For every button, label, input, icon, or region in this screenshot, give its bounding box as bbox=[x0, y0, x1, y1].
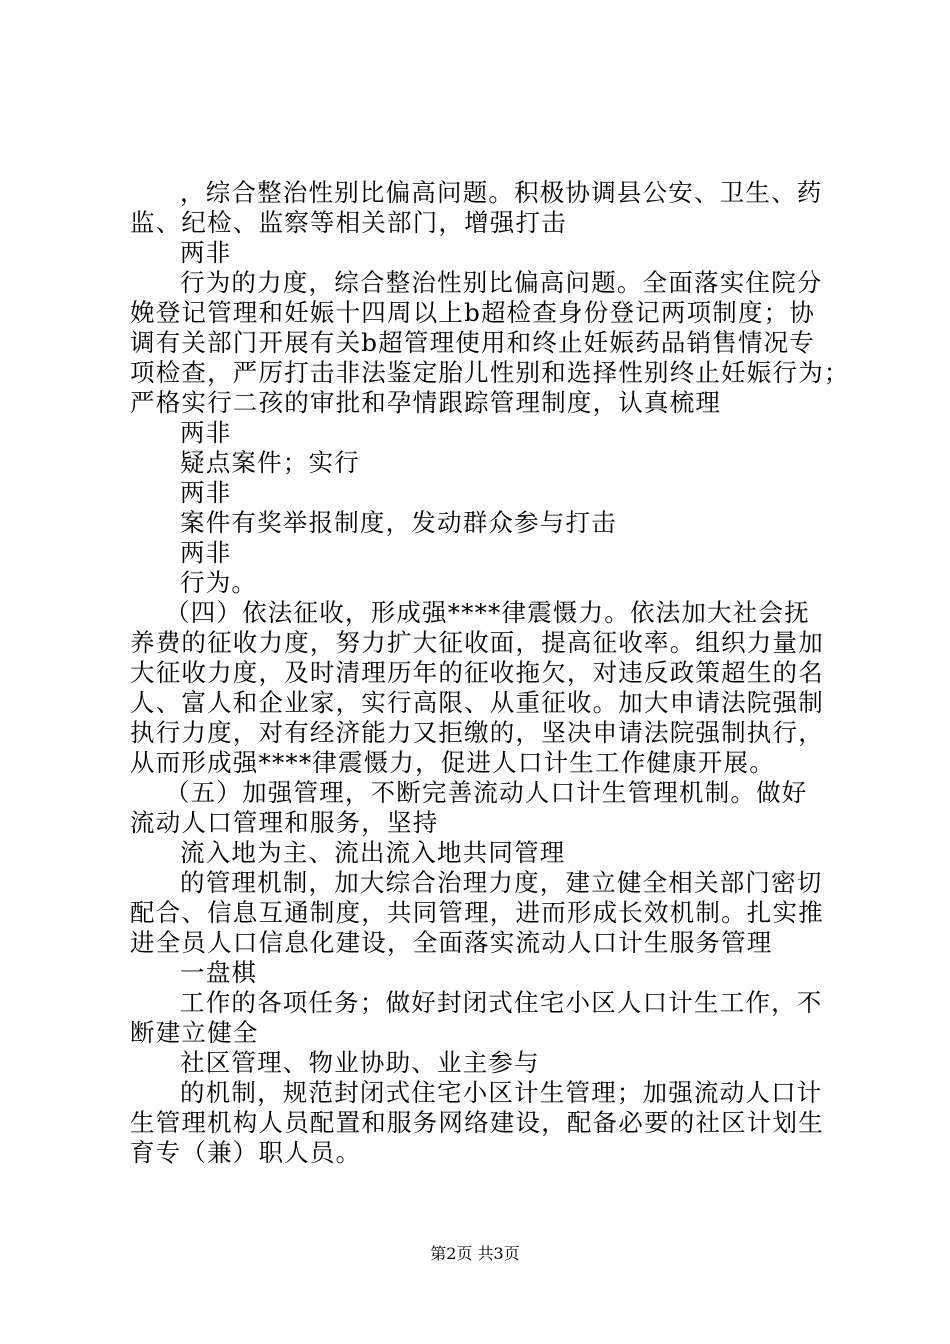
text-line: 流动人口管理和服务，坚持 bbox=[130, 808, 439, 837]
text-line: 严格实行二孩的审批和孕情跟踪管理制度，认真梳理 bbox=[130, 388, 722, 417]
page-number-footer: 第2页 共3页 bbox=[430, 1244, 520, 1263]
text-line: 两非 bbox=[180, 418, 232, 447]
text-line: （四）依法征收，形成强****律震慑力。依法加大社会抚 bbox=[165, 598, 810, 627]
text-line: 行为。 bbox=[180, 568, 258, 597]
text-line: 项检查，严厉打击非法鉴定胎儿性别和选择性别终止妊娠行为； bbox=[130, 358, 850, 387]
text-line: 工作的各项任务；做好封闭式住宅小区人口计生工作，不 bbox=[180, 988, 823, 1017]
text-line: 行为的力度，综合整治性别比偏高问题。全面落实住院分 bbox=[180, 268, 823, 297]
text-line: 流入地为主、流出流入地共同管理 bbox=[180, 838, 566, 867]
text-line: 疑点案件；实行 bbox=[180, 448, 360, 477]
text-line: 的管理机制，加大综合治理力度，建立健全相关部门密切 bbox=[180, 868, 823, 897]
text-line: （五）加强管理，不断完善流动人口计生管理机制。做好 bbox=[165, 778, 808, 807]
text-line: 社区管理、物业协助、业主参与 bbox=[180, 1048, 540, 1077]
text-line: 断建立健全 bbox=[130, 1018, 259, 1047]
text-line: 从而形成强****律震慑力，促进人口计生工作健康开展。 bbox=[130, 748, 775, 777]
text-line: 养费的征收力度，努力扩大征收面，提高征收率。组织力量加 bbox=[130, 628, 824, 657]
text-line: 配合、信息互通制度，共同管理，进而形成长效机制。扎实推 bbox=[130, 898, 824, 927]
text-line: 大征收力度，及时清理历年的征收拖欠，对违反政策超生的名 bbox=[130, 658, 824, 687]
text-line: 两非 bbox=[180, 538, 232, 567]
text-line: 一盘棋 bbox=[180, 958, 258, 987]
text-line: 育专（兼）职人员。 bbox=[130, 1138, 362, 1167]
text-line: ，综合整治性别比偏高问题。积极协调县公安、卫生、药 bbox=[180, 178, 823, 207]
text-line: 生管理机构人员配置和服务网络建设，配备必要的社区计划生 bbox=[130, 1108, 824, 1137]
text-line: 执行力度，对有经济能力又拒缴的，坚决申请法院强制执行， bbox=[130, 718, 824, 747]
text-line: 调有关部门开展有关b超管理使用和终止妊娠药品销售情况专 bbox=[130, 328, 816, 357]
text-line: 监、纪检、监察等相关部门，增强打击 bbox=[130, 208, 567, 237]
text-line: 两非 bbox=[180, 478, 232, 507]
text-line: 两非 bbox=[180, 238, 232, 267]
text-line: 进全员人口信息化建设，全面落实流动人口计生服务管理 bbox=[130, 928, 773, 957]
text-line: 的机制，规范封闭式住宅小区计生管理；加强流动人口计 bbox=[180, 1078, 823, 1107]
text-line: 娩登记管理和妊娠十四周以上b超检查身份登记两项制度；协 bbox=[130, 298, 816, 327]
text-line: 人、富人和企业家，实行高限、从重征收。加大申请法院强制 bbox=[130, 688, 824, 717]
text-line: 案件有奖举报制度，发动群众参与打击 bbox=[180, 508, 617, 537]
